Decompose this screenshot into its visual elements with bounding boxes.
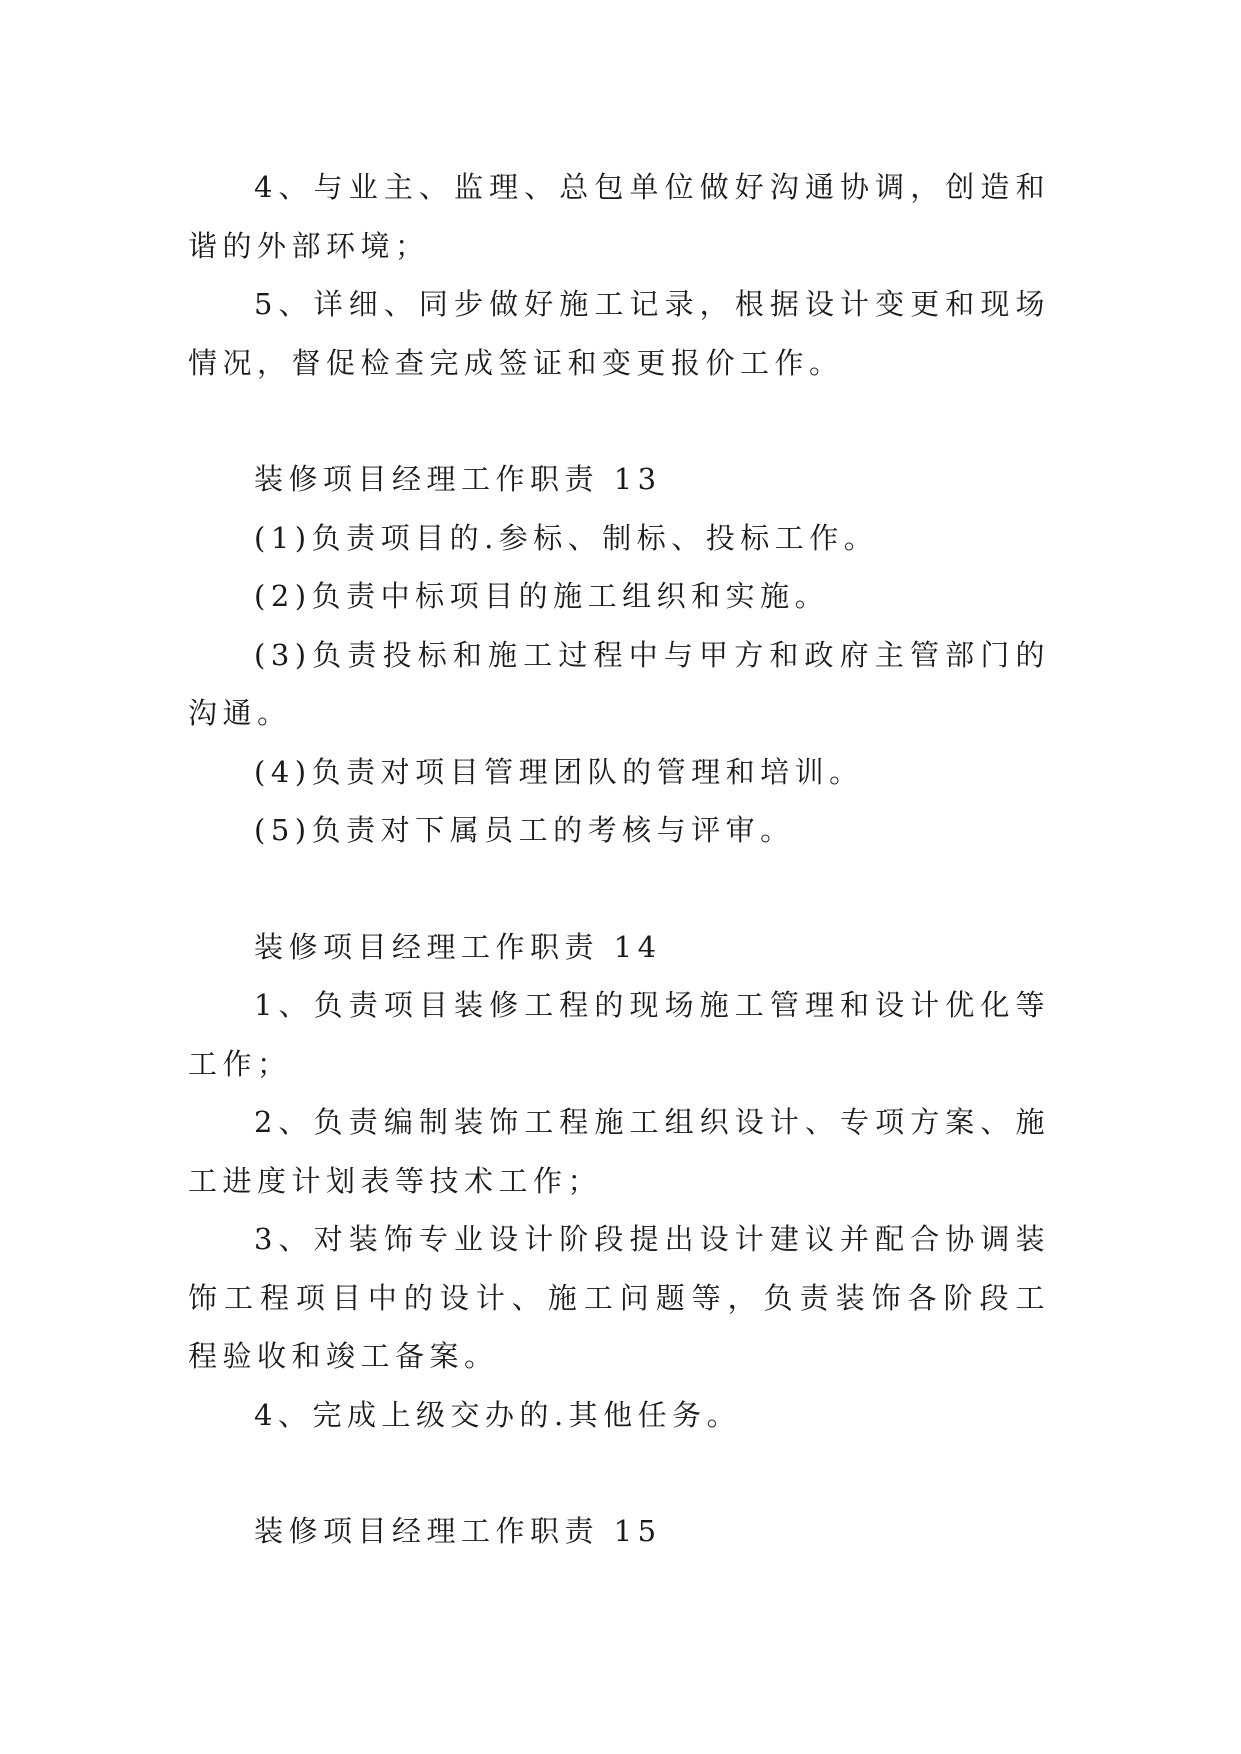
list-item: 2、负责编制装饰工程施工组织设计、专项方案、施工进度计划表等技术工作； [188,1105,1050,1198]
list-item: (5)负责对下属员工的考核与评审。 [254,813,795,847]
section-gap [188,392,1050,450]
section-heading-13: 装修项目经理工作职责 13 [254,462,662,496]
section-gap [188,860,1050,918]
list-item: (4)负责对项目管理团队的管理和培训。 [254,754,864,789]
section-heading-15: 装修项目经理工作职责 15 [254,1514,662,1548]
list-item: 3、对装饰专业设计阶段提出设计建议并配合协调装饰工程项目中的设计、施工问题等，负责装饰各阶段工程验收和竣工备案。 [188,1222,1050,1373]
list-item: (2)负责中标项目的施工组织和实施。 [254,579,830,613]
section-heading-14: 装修项目经理工作职责 14 [254,929,662,964]
section-gap [188,1444,1050,1502]
document-page [188,158,1050,1561]
list-item: (3)负责投标和施工过程中与甲方和政府主管部门的沟通。 [188,637,1050,730]
list-item: (1)负责项目的.参标、制标、投标工作。 [254,520,879,555]
paragraph-item-5: 5、详细、同步做好施工记录，根据设计变更和现场情况，督促检查完成签证和变更报价工作。 [188,287,1050,380]
paragraph-item-4: 4、与业主、监理、总包单位做好沟通协调，创造和谐的外部环境； [188,170,1050,263]
list-item: 4、完成上级交办的.其他任务。 [254,1397,742,1432]
list-item: 1、负责项目装修工程的现场施工管理和设计优化等工作； [188,988,1050,1081]
